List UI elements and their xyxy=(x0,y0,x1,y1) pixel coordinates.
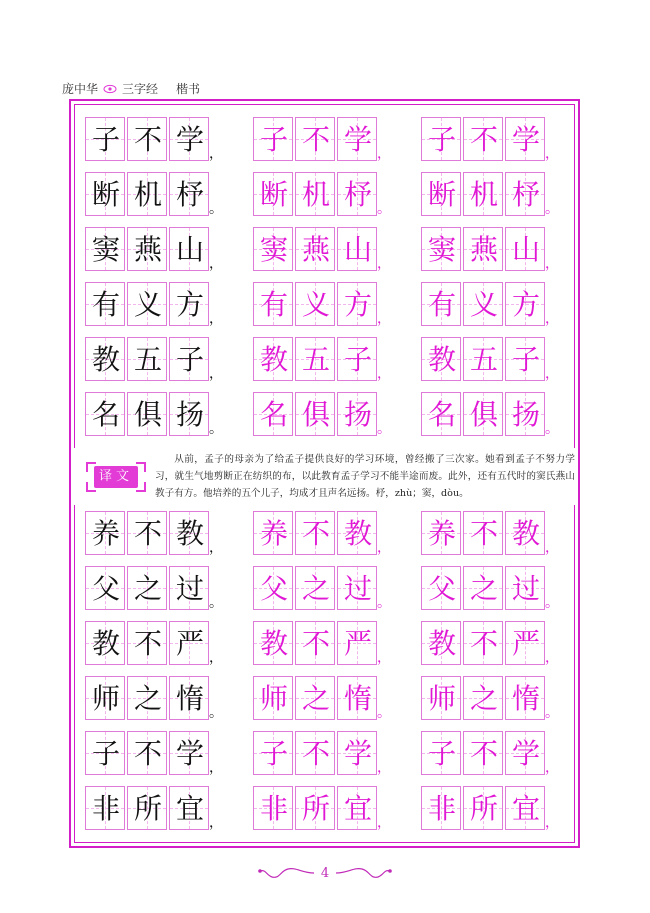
practice-cell xyxy=(421,731,461,775)
trace-character: 之 xyxy=(301,572,330,605)
trace-character: 教 xyxy=(259,627,288,660)
left-swirl-icon xyxy=(256,865,316,881)
trace-character: 养 xyxy=(259,517,288,550)
trace-character: 惰 xyxy=(511,682,540,715)
trace-character: 燕 xyxy=(301,233,330,266)
model-character: 义 xyxy=(133,288,162,321)
practice-cell xyxy=(253,731,293,775)
practice-cell xyxy=(253,676,293,720)
trace-character: 机 xyxy=(301,178,330,211)
practice-cell xyxy=(421,117,461,161)
practice-cell xyxy=(169,117,209,161)
practice-cell xyxy=(421,282,461,326)
practice-cell xyxy=(295,227,335,271)
trace-character: 不 xyxy=(469,517,498,550)
model-character: 子 xyxy=(175,343,204,376)
practice-cell xyxy=(505,621,545,665)
practice-cell xyxy=(295,566,335,610)
practice-cell xyxy=(463,731,503,775)
practice-cell xyxy=(463,566,503,610)
trace-character: 五 xyxy=(301,343,330,376)
practice-cell xyxy=(127,566,167,610)
trace-character: 教 xyxy=(259,343,288,376)
practice-cell xyxy=(421,621,461,665)
practice-cell xyxy=(337,392,377,436)
punctuation-mark: 。 xyxy=(377,705,391,721)
practice-cell xyxy=(169,511,209,555)
punctuation-mark: 。 xyxy=(545,705,559,721)
trace-character: 子 xyxy=(427,737,456,770)
trace-character: 燕 xyxy=(469,233,498,266)
practice-cell xyxy=(421,566,461,610)
practice-cell xyxy=(337,786,377,830)
model-character: 子 xyxy=(91,737,120,770)
model-character: 学 xyxy=(175,737,204,770)
practice-cell xyxy=(421,676,461,720)
punctuation-mark: ， xyxy=(377,815,391,831)
practice-cell xyxy=(127,117,167,161)
practice-cell xyxy=(505,117,545,161)
practice-cell xyxy=(85,566,125,610)
model-character: 学 xyxy=(175,123,204,156)
trace-character: 窦 xyxy=(427,233,456,266)
punctuation-mark: ， xyxy=(377,256,391,272)
practice-cell xyxy=(85,337,125,381)
punctuation-mark: 。 xyxy=(545,201,559,217)
trace-character: 杼 xyxy=(511,178,540,211)
trace-character: 过 xyxy=(343,572,372,605)
punctuation-mark: ， xyxy=(377,540,391,556)
practice-cell xyxy=(505,337,545,381)
practice-cell xyxy=(127,337,167,381)
model-character: 燕 xyxy=(133,233,162,266)
trace-character: 不 xyxy=(301,123,330,156)
trace-character: 名 xyxy=(427,398,456,431)
trace-character: 教 xyxy=(427,343,456,376)
trace-character: 不 xyxy=(301,627,330,660)
practice-cell xyxy=(295,117,335,161)
trace-character: 宜 xyxy=(343,792,372,825)
model-character: 之 xyxy=(133,572,162,605)
practice-cell xyxy=(337,172,377,216)
trace-character: 之 xyxy=(301,682,330,715)
practice-cell xyxy=(127,172,167,216)
practice-cell xyxy=(253,621,293,665)
punctuation-mark: ， xyxy=(377,760,391,776)
practice-cell xyxy=(85,282,125,326)
model-character: 不 xyxy=(133,627,162,660)
trace-character: 学 xyxy=(343,737,372,770)
practice-cell xyxy=(85,621,125,665)
trace-character: 有 xyxy=(427,288,456,321)
trace-character: 学 xyxy=(343,123,372,156)
practice-cell xyxy=(169,566,209,610)
practice-cell xyxy=(505,392,545,436)
practice-cell xyxy=(295,786,335,830)
trace-character: 学 xyxy=(511,737,540,770)
practice-cell xyxy=(169,392,209,436)
trace-character: 之 xyxy=(469,572,498,605)
practice-cell xyxy=(463,282,503,326)
punctuation-mark: 。 xyxy=(209,705,223,721)
punctuation-mark: ， xyxy=(209,146,223,162)
practice-cell xyxy=(505,786,545,830)
trace-character: 俱 xyxy=(469,398,498,431)
practice-cell xyxy=(421,172,461,216)
trace-character: 学 xyxy=(511,123,540,156)
punctuation-mark: ， xyxy=(209,366,223,382)
practice-cell xyxy=(85,227,125,271)
trace-character: 扬 xyxy=(343,398,372,431)
practice-cell xyxy=(463,172,503,216)
practice-cell xyxy=(505,511,545,555)
model-character: 机 xyxy=(133,178,162,211)
practice-cell xyxy=(127,786,167,830)
practice-cell xyxy=(295,511,335,555)
trace-character: 山 xyxy=(343,233,372,266)
practice-cell xyxy=(421,337,461,381)
trace-character: 不 xyxy=(469,627,498,660)
practice-cell xyxy=(253,786,293,830)
practice-cell xyxy=(505,282,545,326)
punctuation-mark: ， xyxy=(545,311,559,327)
model-character: 师 xyxy=(91,682,120,715)
series-name: 庞中华 xyxy=(62,82,99,96)
trace-character: 扬 xyxy=(511,398,540,431)
practice-cell xyxy=(505,731,545,775)
model-character: 惰 xyxy=(175,682,204,715)
practice-cell xyxy=(169,337,209,381)
trace-character: 方 xyxy=(511,288,540,321)
trace-character: 子 xyxy=(259,123,288,156)
model-character: 五 xyxy=(133,343,162,376)
practice-cell xyxy=(85,731,125,775)
practice-cell xyxy=(127,511,167,555)
model-character: 不 xyxy=(133,123,162,156)
practice-cell xyxy=(295,282,335,326)
practice-cell xyxy=(169,731,209,775)
practice-cell xyxy=(169,676,209,720)
model-character: 俱 xyxy=(133,398,162,431)
punctuation-mark: ， xyxy=(209,650,223,666)
trace-character: 断 xyxy=(259,178,288,211)
model-character: 不 xyxy=(133,737,162,770)
trace-character: 教 xyxy=(511,517,540,550)
trace-character: 义 xyxy=(469,288,498,321)
punctuation-mark: 。 xyxy=(209,201,223,217)
translation-text: 从前，孟子的母亲为了给孟子提供良好的学习环境，曾经搬了三次家。她看到孟子不努力学习，就生气地剪断正在纺织的布，以此教育孟子学习不能半途而废。此外，还有五代时的窦氏燕山教子有方。他培养的五个儿子，均成才且声名远扬。杼，zhù；窦，dòu。 xyxy=(155,454,575,499)
trace-character: 师 xyxy=(427,682,456,715)
practice-cell xyxy=(505,172,545,216)
practice-cell xyxy=(253,511,293,555)
punctuation-mark: 。 xyxy=(377,595,391,611)
punctuation-mark: ， xyxy=(209,540,223,556)
model-character: 扬 xyxy=(175,398,204,431)
practice-cell xyxy=(253,337,293,381)
practice-cell xyxy=(337,621,377,665)
practice-cell xyxy=(169,227,209,271)
practice-cell xyxy=(337,227,377,271)
trace-character: 杼 xyxy=(343,178,372,211)
punctuation-mark: ， xyxy=(377,650,391,666)
trace-character: 子 xyxy=(427,123,456,156)
punctuation-mark: ， xyxy=(377,366,391,382)
punctuation-mark: ， xyxy=(377,311,391,327)
trace-character: 方 xyxy=(343,288,372,321)
practice-cell xyxy=(169,621,209,665)
model-character: 严 xyxy=(175,627,204,660)
practice-cell xyxy=(85,392,125,436)
practice-cell xyxy=(169,282,209,326)
punctuation-mark: ， xyxy=(209,311,223,327)
practice-cell xyxy=(337,566,377,610)
trace-character: 父 xyxy=(427,572,456,605)
trace-character: 过 xyxy=(511,572,540,605)
practice-cell xyxy=(421,227,461,271)
punctuation-mark: 。 xyxy=(209,595,223,611)
trace-character: 惰 xyxy=(343,682,372,715)
practice-cell xyxy=(85,117,125,161)
punctuation-mark: ， xyxy=(209,760,223,776)
practice-cell xyxy=(295,731,335,775)
trace-character: 所 xyxy=(301,792,330,825)
practice-cell xyxy=(463,786,503,830)
practice-cell xyxy=(505,227,545,271)
model-character: 所 xyxy=(133,792,162,825)
model-character: 非 xyxy=(91,792,120,825)
practice-cell xyxy=(253,282,293,326)
model-character: 父 xyxy=(91,572,120,605)
translation-badge xyxy=(86,462,146,492)
trace-character: 俱 xyxy=(301,398,330,431)
practice-cell xyxy=(169,172,209,216)
practice-cell xyxy=(463,511,503,555)
punctuation-mark: ， xyxy=(545,540,559,556)
practice-cell xyxy=(421,786,461,830)
punctuation-mark: 。 xyxy=(377,421,391,437)
trace-character: 机 xyxy=(469,178,498,211)
model-character: 子 xyxy=(91,123,120,156)
practice-cell xyxy=(337,676,377,720)
practice-cell xyxy=(253,392,293,436)
practice-cell xyxy=(421,511,461,555)
practice-cell xyxy=(337,282,377,326)
model-character: 杼 xyxy=(175,178,204,211)
punctuation-mark: 。 xyxy=(209,421,223,437)
punctuation-mark: ， xyxy=(545,650,559,666)
trace-character: 不 xyxy=(301,737,330,770)
trace-character: 窦 xyxy=(259,233,288,266)
practice-cell xyxy=(295,392,335,436)
practice-cell xyxy=(253,172,293,216)
trace-character: 养 xyxy=(427,517,456,550)
trace-character: 非 xyxy=(259,792,288,825)
translation-label: 译文 xyxy=(98,469,133,484)
punctuation-mark: ， xyxy=(377,146,391,162)
practice-cell xyxy=(421,392,461,436)
model-character: 之 xyxy=(133,682,162,715)
trace-character: 所 xyxy=(469,792,498,825)
page-number: 4 xyxy=(320,866,330,881)
model-character: 不 xyxy=(133,517,162,550)
practice-cell xyxy=(85,786,125,830)
trace-character: 严 xyxy=(343,627,372,660)
model-character: 教 xyxy=(91,627,120,660)
practice-cell xyxy=(295,676,335,720)
model-character: 教 xyxy=(91,343,120,376)
model-character: 教 xyxy=(175,517,204,550)
practice-cell xyxy=(463,117,503,161)
punctuation-mark: 。 xyxy=(377,201,391,217)
practice-cell xyxy=(295,621,335,665)
practice-cell xyxy=(505,566,545,610)
practice-cell xyxy=(337,117,377,161)
practice-cell xyxy=(127,621,167,665)
model-character: 名 xyxy=(91,398,120,431)
trace-character: 名 xyxy=(259,398,288,431)
punctuation-mark: ， xyxy=(209,815,223,831)
model-character: 有 xyxy=(91,288,120,321)
practice-cell xyxy=(85,511,125,555)
practice-cell xyxy=(337,731,377,775)
practice-cell xyxy=(127,282,167,326)
model-character: 山 xyxy=(175,233,204,266)
trace-character: 子 xyxy=(343,343,372,376)
model-character: 过 xyxy=(175,572,204,605)
punctuation-mark: ， xyxy=(209,256,223,272)
practice-cell xyxy=(463,392,503,436)
punctuation-mark: 。 xyxy=(545,595,559,611)
practice-cell xyxy=(295,172,335,216)
model-character: 断 xyxy=(91,178,120,211)
trace-character: 山 xyxy=(511,233,540,266)
model-character: 方 xyxy=(175,288,204,321)
trace-character: 教 xyxy=(427,627,456,660)
punctuation-mark: ， xyxy=(545,366,559,382)
punctuation-mark: ， xyxy=(545,815,559,831)
practice-cell xyxy=(127,676,167,720)
trace-character: 之 xyxy=(469,682,498,715)
trace-character: 不 xyxy=(469,123,498,156)
trace-character: 五 xyxy=(469,343,498,376)
practice-cell xyxy=(253,566,293,610)
trace-character: 不 xyxy=(301,517,330,550)
page-footer xyxy=(0,862,650,881)
trace-character: 有 xyxy=(259,288,288,321)
trace-character: 子 xyxy=(259,737,288,770)
practice-cell xyxy=(85,172,125,216)
right-swirl-icon xyxy=(334,865,394,881)
practice-cell xyxy=(337,511,377,555)
punctuation-mark: 。 xyxy=(545,421,559,437)
model-character: 宜 xyxy=(175,792,204,825)
trace-character: 非 xyxy=(427,792,456,825)
practice-cell xyxy=(253,117,293,161)
punctuation-mark: ， xyxy=(545,146,559,162)
model-character: 窦 xyxy=(91,233,120,266)
practice-cell xyxy=(85,676,125,720)
trace-character: 不 xyxy=(469,737,498,770)
practice-cell xyxy=(295,337,335,381)
trace-character: 严 xyxy=(511,627,540,660)
trace-character: 子 xyxy=(511,343,540,376)
model-character: 养 xyxy=(91,517,120,550)
practice-cell xyxy=(127,731,167,775)
practice-cell xyxy=(253,227,293,271)
practice-cell xyxy=(463,227,503,271)
book-title: 三字经 xyxy=(122,82,159,96)
punctuation-mark: ， xyxy=(545,256,559,272)
trace-character: 师 xyxy=(259,682,288,715)
practice-cell xyxy=(127,227,167,271)
trace-character: 教 xyxy=(343,517,372,550)
trace-character: 义 xyxy=(301,288,330,321)
trace-character: 宜 xyxy=(511,792,540,825)
script-style: 楷书 xyxy=(176,82,201,96)
punctuation-mark: ， xyxy=(545,760,559,776)
practice-cell xyxy=(169,786,209,830)
practice-cell xyxy=(463,337,503,381)
practice-cell xyxy=(127,392,167,436)
practice-cell xyxy=(505,676,545,720)
practice-cell xyxy=(463,676,503,720)
practice-cell xyxy=(337,337,377,381)
trace-character: 断 xyxy=(427,178,456,211)
practice-cell xyxy=(463,621,503,665)
trace-character: 父 xyxy=(259,572,288,605)
